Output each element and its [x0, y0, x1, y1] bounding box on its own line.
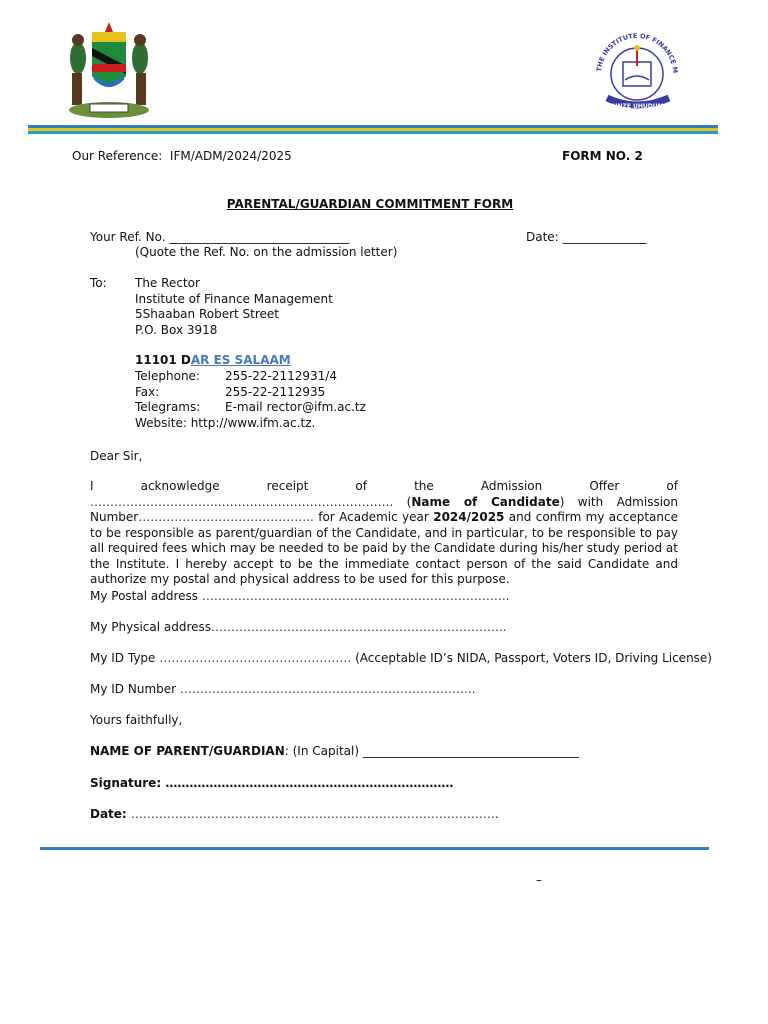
contact-label: Telephone: [135, 369, 200, 383]
body-text: for Academic year [313, 510, 434, 524]
address-line: The Rector [135, 276, 200, 290]
postal-address-dots: ………………………………………………………………….. [201, 589, 510, 603]
city-link[interactable]: AR ES SALAAM [190, 353, 291, 367]
form-number: FORM NO. 2 [562, 149, 643, 163]
your-ref-blank: ______________________________ [169, 230, 350, 244]
header-stripe [28, 125, 718, 134]
ifm-ring-text: THE INSTITUTE OF FINANCE M [595, 31, 680, 74]
parent-name-blank: ____________________________________ [362, 744, 579, 758]
reference-line [72, 149, 292, 163]
id-type-dots: ………………………………………… [159, 651, 352, 665]
contact-row [135, 385, 366, 401]
contact-label: Fax: [135, 384, 160, 399]
ifm-seal-icon [585, 24, 689, 116]
parent-name-label: NAME OF PARENT/GUARDIAN [90, 744, 285, 758]
date-footer-dots: ……………………………………………………………………………….. [130, 807, 499, 821]
address-block [135, 276, 333, 338]
postal-address-field[interactable] [90, 589, 509, 603]
website-line: Website: http://www.ifm.ac.tz. [135, 415, 316, 430]
ifm-motto: JIFUNZE UHUDUMIE [604, 103, 670, 110]
id-number-field[interactable] [90, 682, 476, 696]
parent-name-field[interactable] [90, 744, 579, 758]
body-text: ( [393, 494, 412, 509]
date-blank: ______________ [562, 230, 647, 244]
tanzania-coat-of-arms-icon [62, 18, 156, 122]
id-type-note: (Acceptable ID’s NIDA, Passport, Voters ID, Driving License) [351, 651, 712, 665]
footer-mark: – [536, 873, 542, 887]
page-title: PARENTAL/GUARDIAN COMMITMENT FORM [226, 197, 514, 211]
footer-rule [40, 847, 709, 850]
coat-of-arms-logo [62, 18, 156, 122]
address-line: Institute of Finance Management [135, 291, 333, 306]
date-line [526, 230, 647, 244]
contacts-block [135, 369, 366, 431]
signature-dots: ……………………………………………………………… [165, 776, 454, 790]
parent-name-suffix: : (In Capital) [284, 744, 363, 758]
city-prefix: 11101 D [135, 353, 191, 367]
body-text: ) with Admission Number [90, 494, 678, 524]
contact-label: Telegrams: [135, 400, 201, 414]
physical-address-dots: ……………………………………………………………….. [211, 620, 507, 634]
id-type-field[interactable] [90, 651, 712, 665]
id-type-label: My ID Type [90, 651, 160, 665]
your-ref-note: (Quote the Ref. No. on the admission letter) [135, 245, 398, 259]
body-text: and confirm my acceptance to be responsible as parent/guardian of the Candidate, and in particular, to be responsible to pay all required fees which may be needed to be paid by the Candidate during his/her study period at the Institute. I hereby accept to be the immediate contact person of the said Candidate and authorize my postal and physical address to be used for this purpose. [90, 510, 678, 586]
contact-row [135, 369, 366, 385]
candidate-name-dots: …………………………..…………………………………….. [90, 494, 394, 509]
to-label: To: [90, 276, 107, 290]
id-number-label: My ID Number [90, 682, 180, 696]
postal-address-label: My Postal address [90, 589, 202, 603]
contact-value: 255-22-2112935 [225, 384, 326, 399]
date-field[interactable] [90, 807, 499, 821]
city-line [135, 353, 291, 367]
physical-address-field[interactable] [90, 620, 507, 634]
signature-field[interactable] [90, 776, 453, 790]
date-footer-label: Date: [90, 807, 131, 821]
contact-value: E-mail rector@ifm.ac.tz [225, 400, 366, 414]
reference-value: IFM/ADM/2024/2025 [169, 149, 292, 163]
ifm-logo [585, 24, 689, 116]
contact-value: 255-22-2112931/4 [225, 369, 337, 383]
contact-row [135, 400, 366, 416]
admission-number-dots: …………………………………….. [138, 510, 314, 524]
date-label: Date: [526, 230, 559, 244]
body-text: I acknowledge receipt of the Admission Offer of [90, 479, 678, 493]
name-of-candidate-label: Name of Candidate [411, 494, 560, 509]
signature-label: Signature: [90, 776, 166, 790]
salutation: Dear Sir, [90, 449, 143, 463]
your-ref-line [90, 230, 349, 244]
physical-address-label: My Physical address [90, 620, 212, 634]
address-line: 5Shaaban Robert Street [135, 307, 280, 321]
your-ref-label: Your Ref. No. [90, 230, 166, 244]
reference-label: Our Reference: [72, 149, 163, 163]
academic-year: 2024/2025 [433, 510, 505, 524]
address-line: P.O. Box 3918 [135, 322, 218, 337]
id-number-dots: ……………………………………………………………….. [179, 682, 476, 696]
body-paragraph [90, 479, 678, 588]
closing: Yours faithfully, [90, 713, 183, 727]
